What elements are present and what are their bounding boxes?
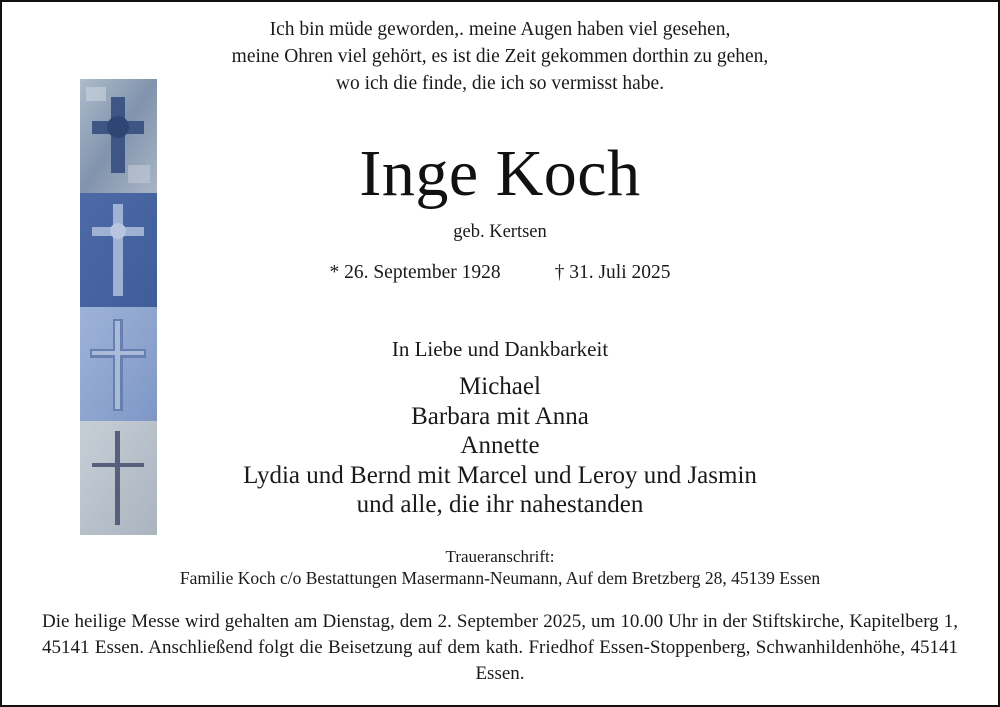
maiden-name: geb. Kertsen bbox=[453, 222, 547, 242]
verse-line: wo ich die finde, die ich so vermisst habe. bbox=[335, 73, 665, 94]
mourner-line: Michael bbox=[459, 373, 541, 400]
cross-panel-2 bbox=[80, 193, 157, 307]
mourners-list bbox=[2, 372, 998, 520]
address-label: Traueranschrift: bbox=[445, 547, 555, 566]
verse-line: Ich bin müde geworden,. meine Augen haben viel gesehen, bbox=[269, 19, 731, 40]
mourner-line: Lydia und Bernd mit Marcel und Leroy und Jasmin bbox=[243, 461, 757, 489]
death-date: † 31. Juli 2025 bbox=[554, 262, 671, 283]
verse bbox=[2, 16, 998, 97]
mourner-line: Barbara mit Anna bbox=[411, 402, 589, 430]
service-notice: Die heilige Messe wird gehalten am Dienstag, dem 2. September 2025, um 10.00 Uhr in der Stiftskirche, Kapitelberg 1, 45141 Essen. Anschließend folgt die Beisetzung auf dem kath. Friedhof Essen-Stoppenberg, Schwanhildenhöhe, 45141 Essen. bbox=[42, 611, 958, 684]
mourner-line: und alle, die ihr nahestanden bbox=[356, 491, 644, 518]
mourning-address: Familie Koch c/o Bestattungen Masermann-Neumann, Auf dem Bretzberg 28, 45139 Essen bbox=[179, 568, 821, 588]
mourner-line: Annette bbox=[460, 432, 540, 459]
deceased-name: Inge Koch bbox=[359, 137, 641, 210]
birth-date: * 26. September 1928 bbox=[329, 262, 501, 283]
life-dates bbox=[2, 260, 998, 286]
verse-line: meine Ohren viel gehört, es ist die Zeit gekommen dorthin zu gehen, bbox=[231, 46, 769, 67]
closing-phrase: In Liebe und Dankbarkeit bbox=[391, 337, 609, 361]
